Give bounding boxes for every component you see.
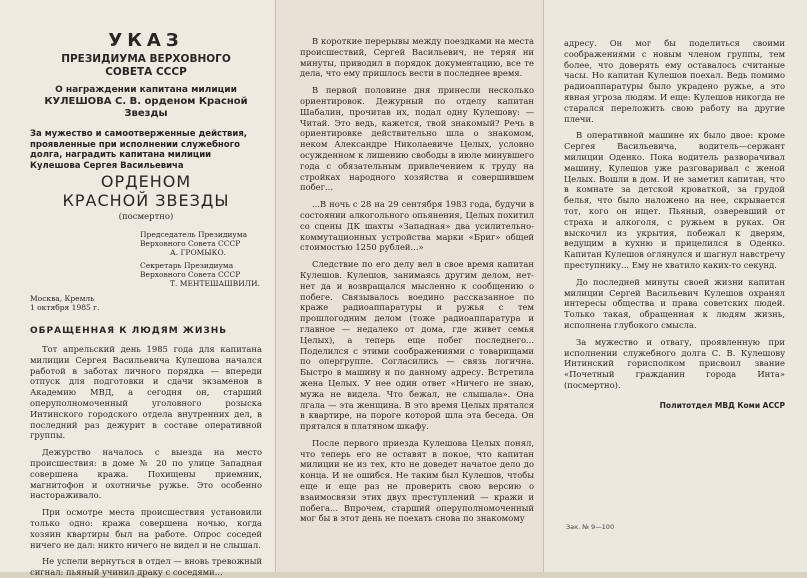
decree-title: УКАЗ bbox=[108, 30, 184, 51]
chairman-title-1: Председатель Президиума bbox=[140, 230, 248, 239]
secretary-signature bbox=[140, 261, 262, 288]
posthumous-note: (посмертно) bbox=[118, 212, 174, 222]
article-paragraph: Следствие по его делу вел в свое время капитан Кулешов. Кулешов, занимаясь другим делом, нет-нет да и возвращался мысленно к сообщению о побеге. Связывалось воедино рассказанное по краже радиоаппаратуры и ружья с тем прошлогодним делом (тоже радиоаппаратура и главное — недалеко от дома, где живет семья Целых), а теперь еще побег последнего... Поделился с этими соображениями с товарищами по опергруппе. Согласились — связь логична. Быстро в машину и по данному адресу. Встретила жена Целых. У нее один ответ «Ничего не знаю, мужа не видела. Что бежал, не слышала». Она лгала — эта женщина. В это время Целых прятался в квартире, на пороге которой шла эта беседа. Он прятался в платяном шкафу. bbox=[300, 259, 534, 432]
article-paragraph: Дежурство началось с выезда на место происшествия: в доме № 20 по улице Западная совершена кража. Похищены приемник, магнитофон и охотничье ружье. Это особенно настораживало. bbox=[30, 447, 262, 501]
decree-lead: За мужество и самоотверженные действия, проявленные при исполнении служебного долга, наградить капитана милиции Кулешова Сергея Васильевича bbox=[30, 129, 248, 171]
order-name-line2: КРАСНОЙ ЗВЕЗДЫ bbox=[62, 191, 230, 210]
decree-date: 1 октября 1985 г. bbox=[30, 303, 100, 312]
article-paragraph: В первой половине дня принесли несколько ориентировок. Дежурный по отделу капитан Шабалин, прочитав их, подал одну Кулешову: — Читай. Это ведь, кажется, твой знакомый? Речь в ориентировке действительно шла о знакомом, неком Александре Николаевиче Целых, условно осужденном к лишению свободы в июле минувшего года с обязательным привлечением к труду на стройках народного хозяйства и совершившем побег... bbox=[300, 85, 534, 193]
article-paragraph: Тот апрельский день 1985 года для капитана милиции Сергея Васильевича Кулешова начался работой в заботах личного порядка — впереди отпуск для подготовки и сдачи экзаменов в Академию МВД, а сегодня он, старший оперуполномоченный уголовного розыска Интинского городского отдела внутренних дел, в последний раз дежурит в составе оперативной группы. bbox=[30, 344, 262, 441]
article-paragraph: После первого приезда Кулешова Целых понял, что теперь его не оставят в покое, что капитан милиции не из тех, кто не доведет начатое дело до конца. И не ошибся. Не таким был Кулешов, чтобы еще и еще раз не проверить свою версию о взаимосвязи этих двух преступлений — кражи и побега... Впрочем, старший оперуполномоченный мог бы в этот день не поехать снова по знакомому bbox=[300, 437, 534, 524]
article-title: ОБРАЩЕННАЯ К ЛЮДЯМ ЖИЗНЬ bbox=[30, 326, 228, 336]
decree-place: Москва, Кремль bbox=[30, 294, 95, 303]
print-order-number: Зак. № 9—100 bbox=[566, 523, 615, 531]
order-name-line1: ОРДЕНОМ bbox=[100, 172, 192, 191]
signature-organization: Политотдел МВД Коми АССР bbox=[659, 400, 785, 410]
article-paragraph: В короткие перерывы между поездками на места происшествий, Сергей Васильевич, не теряя ни минуты, приводил в порядок документацию, все те дела, что ему пришлось вести в последнее время. bbox=[300, 36, 534, 79]
article-paragraph: Не успели вернуться в отдел — вновь тревожный сигнал: пьяный учинил драку с соседями... bbox=[30, 556, 262, 578]
decree-subtitle-line2: СОВЕТА СССР bbox=[105, 66, 187, 78]
chairman-signature bbox=[140, 230, 262, 257]
article-paragraph: При осмотре места происшествия установили только одно: кража совершена ночью, когда хозяин квартиры был на работе. Опрос соседей ничего не дал: никто ничего не видел и не слышал. bbox=[30, 507, 262, 550]
chairman-title-2: Верховного Совета СССР bbox=[140, 239, 241, 248]
middle-panel bbox=[276, 0, 544, 572]
secretary-title-1: Секретарь Президиума bbox=[140, 261, 234, 270]
article-paragraph: В оперативной машине их было двое: кроме Сергея Васильевича, водитель—сержант милиции Оденко. Пока водитель разворачивал машину, Кулешов уже разговаривал с женой Целых. Вошли в дом. И не заметил капитан, что в комнате за детской кроваткой, за грудой белья, что было наложено на нее, скрывается тот, кого он ищет. Пьяный, озверевший от страха и алкоголя, с ружьем в руках. Он выскочил из укрытия, побежал к дверям, ведущим в кухню и прицелился в Оденко. Капитан Кулешов оглянулся и шагнул навстречу преступнику... Ему не хватило каких-то секунд. bbox=[564, 130, 785, 270]
secretary-title-2: Верховного Совета СССР bbox=[140, 270, 241, 279]
decree-subtitle-line1: ПРЕЗИДИУМА ВЕРХОВНОГО bbox=[61, 53, 231, 65]
award-heading: О награждении капитана милиции bbox=[55, 85, 237, 95]
secretary-name: Т. МЕНТЕШАШВИЛИ. bbox=[170, 279, 260, 288]
chairman-name: А. ГРОМЫКО. bbox=[170, 248, 227, 257]
article-paragraph: ...В ночь с 28 на 29 сентября 1983 года, будучи в состоянии алкогольного опьянения, Целых похитил со сцены ДК шахты «Западная» два усилительно-коммутационных устройства марки «Бриг» общей стоимостью 1250 рублей...» bbox=[300, 199, 534, 253]
award-recipient: КУЛЕШОВА С. В. орденом Красной Звезды bbox=[44, 96, 248, 119]
article-paragraph: адресу. Он мог бы поделиться своими соображениями с новым членом группы, тем более, что доверять ему оставалось считаные часы. Но капитан Кулешов поехал. Ведь помимо радиоаппаратуры было украдено ружье, а это явная угроза людям. И еще: Кулешов никогда не старался переложить свою работу на другие плечи. bbox=[564, 38, 785, 124]
right-panel bbox=[544, 0, 807, 572]
article-paragraph: До последней минуты своей жизни капитан милиции Сергей Васильевич Кулешов охранял интересы общества и права советских людей. Только такая, обращенная к людям жизнь, исполнена глубокого смысла. bbox=[564, 276, 785, 330]
article-paragraph: За мужество и отвагу, проявленную при исполнении служебного долга С. В. Кулешову Интинский горисполком присвоил звание «Почетный гражданин города Инта» (посмертно). bbox=[564, 336, 785, 390]
left-panel bbox=[0, 0, 276, 578]
